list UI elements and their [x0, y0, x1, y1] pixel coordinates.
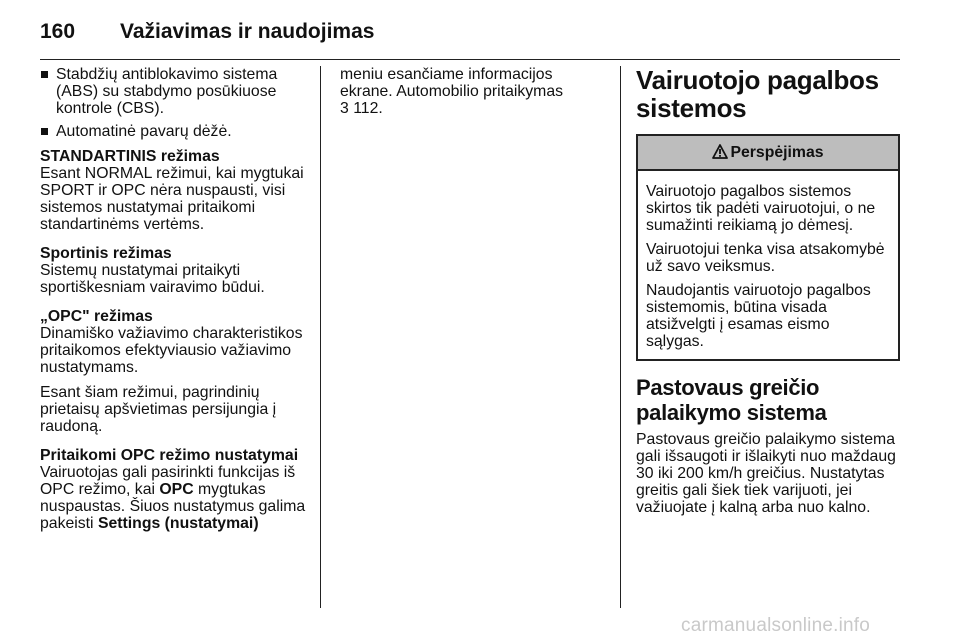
cruise-control-text: Pastovaus greičio palaikymo sistema gali išsaugoti ir išlaikyti nuo maždaug 30 iki 200 km/h greičius. Nustatytas greitis gali šiek tiek varijuoti, jei važiuojate į kalną arba nuo kalno. [636, 431, 896, 516]
opc-button-label: OPC [159, 481, 194, 498]
opc-mode-text: Dinamiško važiavimo charakteristikos pritaikomos efektyviausio važiavimo nustatymams. [40, 325, 303, 376]
standard-mode-heading: STANDARTINIS režimas [40, 148, 220, 165]
opc-mode-heading: „OPC" režimas [40, 308, 153, 325]
settings-continuation: meniu esančiame informacijos ekrane. Automobilio pritaikymas [340, 66, 564, 100]
warning-paragraph: Naudojantis vairuotojo pagalbos sistemomis, būtina visada atsižvelgti į esamas eismo sąlygas. [646, 282, 871, 350]
opc-settings-text [40, 464, 315, 532]
sport-mode-heading: Sportinis režimas [40, 245, 172, 262]
warning-title: Perspėjimas [730, 144, 824, 161]
opc-settings-text-a: Vairuotojas gali pasirinkti funkcijas iš OPC režimo, kai [40, 464, 296, 498]
warning-box [636, 134, 900, 361]
settings-menu-label: Settings (nustatymai) [97, 515, 259, 532]
opc-settings-heading: Pritaikomi OPC režimo nustatymai [40, 447, 299, 464]
warning-paragraph: Vairuotojui tenka visa atsakomybė už savo veiksmus. [646, 241, 885, 275]
opc-settings-text-b: mygtukas nuspaustas. Šiuos nustatymus galima pakeisti [40, 481, 306, 532]
page-number: 160 [40, 20, 76, 43]
header-rule [40, 59, 900, 60]
list-item: Stabdžių antiblokavimo sistema (ABS) su stabdymo posūkiuose kontrole (CBS). [40, 66, 315, 117]
watermark-text: carmanualsonline.info [681, 615, 871, 636]
warning-paragraph: Vairuotojo pagalbos sistemos skirtos tik padėti vairuotojui, o ne sumažinti reikiamą jo dėmesį. [646, 183, 876, 234]
column-divider [620, 66, 621, 608]
warning-triangle-icon [712, 138, 728, 171]
cruise-control-heading: Pastovaus greičio palaikymo sistema [636, 375, 827, 425]
column-right [636, 66, 906, 516]
list-item: Automatinė pavarų dėžė. [40, 123, 315, 140]
opc-mode-lighting-text: Esant šiam režimui, pagrindinių prietaisų apšvietimas persijungia į raudoną. [40, 384, 277, 435]
warning-header [638, 136, 898, 171]
feature-list [40, 66, 315, 140]
chapter-title: Važiavimas ir naudojimas [120, 20, 375, 43]
column-middle [340, 66, 600, 117]
column-divider [320, 66, 321, 608]
page-reference-icon: 3 [340, 100, 349, 117]
warning-body [638, 171, 898, 359]
sport-mode-text: Sistemų nustatymai pritaikyti sportiškesniam vairavimo būdui. [40, 262, 265, 296]
standard-mode-text: Esant NORMAL režimui, kai mygtukai SPORT ir OPC nėra nuspausti, visi sistemos nustatymai pritaikomi standartinėms vertėms. [40, 165, 304, 233]
page-reference: 112. [353, 100, 383, 117]
column-left [40, 66, 315, 532]
settings-continuation-text [340, 66, 600, 117]
section-heading: Vairuotojo pagalbos sistemos [636, 65, 879, 123]
